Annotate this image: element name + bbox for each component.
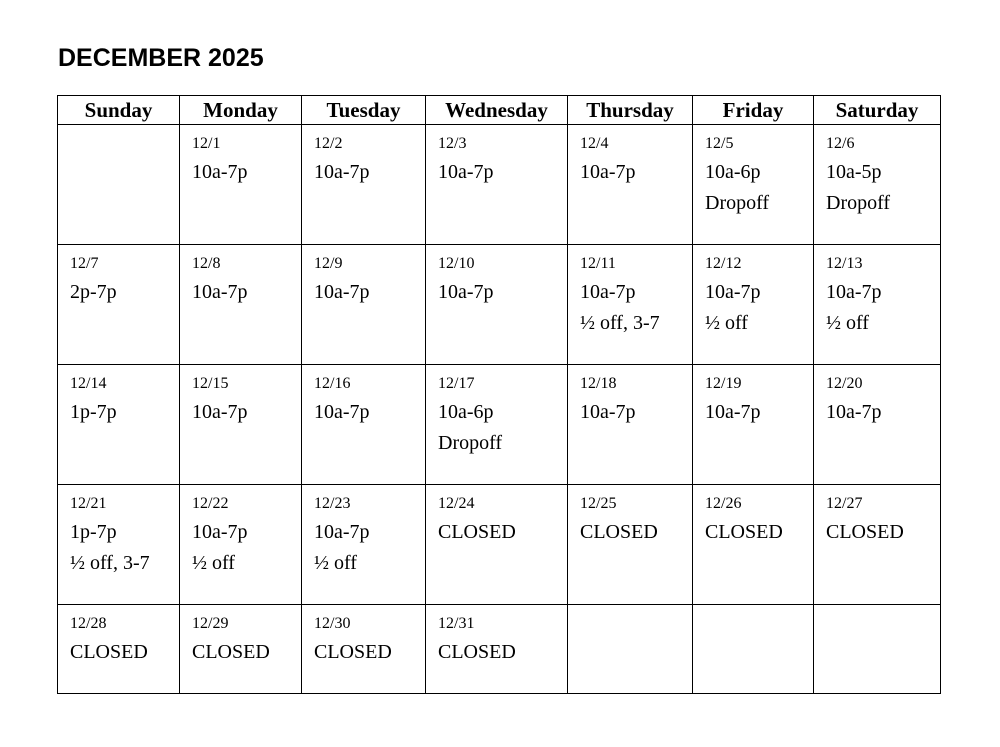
day-hours: CLOSED: [192, 641, 270, 663]
day-date: 12/26: [705, 495, 742, 512]
day-date: 12/31: [438, 615, 475, 632]
day-hours: 10a-7p: [580, 161, 636, 183]
day-cell: [426, 605, 568, 694]
week-row: [58, 245, 941, 365]
day-hours: 10a-7p: [192, 281, 248, 303]
weekday-header: Wednesday: [426, 96, 568, 125]
day-cell: [302, 245, 426, 365]
day-cell: [426, 125, 568, 245]
day-cell: [814, 485, 941, 605]
day-date: 12/28: [70, 615, 107, 632]
day-cell: [58, 605, 180, 694]
day-cell: [180, 485, 302, 605]
day-date: [580, 615, 692, 633]
day-hours: 10a-7p: [314, 521, 370, 543]
day-hours: 10a-7p: [580, 401, 636, 423]
week-row: [58, 125, 941, 245]
day-date: 12/14: [70, 375, 107, 392]
day-cell: [58, 365, 180, 485]
day-date: 12/23: [314, 495, 351, 512]
day-cell: [693, 245, 814, 365]
day-date: 12/18: [580, 375, 617, 392]
weekday-header: Thursday: [568, 96, 693, 125]
day-date: 12/4: [580, 135, 609, 152]
day-date: 12/22: [192, 495, 229, 512]
day-note: ½ off, 3-7: [580, 312, 660, 334]
day-hours: 10a-5p: [826, 161, 882, 183]
day-cell: [180, 365, 302, 485]
day-date: 12/8: [192, 255, 221, 272]
weekday-header: Monday: [180, 96, 302, 125]
day-hours: CLOSED: [705, 521, 783, 543]
day-cell: [814, 365, 941, 485]
day-cell: [568, 605, 693, 694]
day-cell: [180, 605, 302, 694]
day-cell: [58, 245, 180, 365]
day-cell: [693, 125, 814, 245]
day-date: 12/10: [438, 255, 475, 272]
day-hours: 10a-7p: [314, 401, 370, 423]
day-date: 12/24: [438, 495, 475, 512]
day-date: 12/7: [70, 255, 99, 272]
day-note: ½ off: [705, 312, 748, 334]
day-date: 12/27: [826, 495, 863, 512]
day-cell: [814, 245, 941, 365]
day-hours: CLOSED: [438, 521, 516, 543]
day-hours: 10a-7p: [192, 521, 248, 543]
day-note: ½ off: [826, 312, 869, 334]
day-date: 12/5: [705, 135, 734, 152]
day-date: 12/19: [705, 375, 742, 392]
day-hours: 10a-7p: [314, 161, 370, 183]
calendar-table: [57, 95, 941, 694]
day-date: 12/11: [580, 255, 616, 272]
week-row: [58, 605, 941, 694]
day-cell: [180, 245, 302, 365]
day-date: 12/17: [438, 375, 475, 392]
weekday-header: Friday: [693, 96, 814, 125]
day-hours: 10a-7p: [826, 401, 882, 423]
day-date: 12/1: [192, 135, 221, 152]
day-cell: [814, 125, 941, 245]
day-hours: 10a-7p: [580, 281, 636, 303]
day-note: ½ off, 3-7: [70, 552, 150, 574]
day-note: Dropoff: [438, 432, 503, 454]
day-hours: CLOSED: [70, 641, 148, 663]
day-cell: [58, 485, 180, 605]
day-date: 12/6: [826, 135, 855, 152]
day-hours: 10a-6p: [438, 401, 494, 423]
day-hours: 10a-6p: [705, 161, 761, 183]
day-hours: 10a-7p: [314, 281, 370, 303]
day-date: 12/16: [314, 375, 351, 392]
day-note: Dropoff: [826, 192, 891, 214]
week-row: [58, 485, 941, 605]
day-date: 12/13: [826, 255, 863, 272]
weekday-header-row: [58, 96, 941, 125]
day-date: 12/9: [314, 255, 343, 272]
day-hours: 10a-7p: [705, 401, 761, 423]
day-date: [826, 615, 940, 633]
calendar-body: [58, 125, 941, 694]
day-hours: CLOSED: [580, 521, 658, 543]
day-hours: CLOSED: [438, 641, 516, 663]
day-cell: [693, 605, 814, 694]
day-date: 12/12: [705, 255, 742, 272]
day-date: 12/29: [192, 615, 229, 632]
day-hours: 1p-7p: [70, 521, 117, 543]
day-cell: [568, 365, 693, 485]
day-cell: [568, 485, 693, 605]
day-hours: 2p-7p: [70, 281, 117, 303]
weekday-header: Sunday: [58, 96, 180, 125]
day-cell: [426, 365, 568, 485]
weekday-header: Saturday: [814, 96, 941, 125]
day-date: 12/3: [438, 135, 467, 152]
weekday-header: Tuesday: [302, 96, 426, 125]
day-hours: 10a-7p: [826, 281, 882, 303]
day-cell: [302, 365, 426, 485]
day-cell: [568, 245, 693, 365]
day-hours: 10a-7p: [705, 281, 761, 303]
day-note: ½ off: [192, 552, 235, 574]
day-cell: [302, 125, 426, 245]
day-date: 12/15: [192, 375, 229, 392]
day-cell: [814, 605, 941, 694]
day-date: 12/2: [314, 135, 343, 152]
day-date: [70, 135, 179, 153]
day-cell: [426, 485, 568, 605]
day-hours: CLOSED: [314, 641, 392, 663]
day-cell: [58, 125, 180, 245]
day-cell: [693, 365, 814, 485]
day-date: 12/20: [826, 375, 863, 392]
day-hours: CLOSED: [826, 521, 904, 543]
day-hours: 10a-7p: [438, 161, 494, 183]
day-date: 12/21: [70, 495, 107, 512]
day-cell: [426, 245, 568, 365]
day-cell: [180, 125, 302, 245]
day-cell: [693, 485, 814, 605]
day-cell: [302, 485, 426, 605]
day-hours: 10a-7p: [192, 401, 248, 423]
day-date: [705, 615, 813, 633]
day-date: 12/25: [580, 495, 617, 512]
day-note: ½ off: [314, 552, 357, 574]
day-cell: [568, 125, 693, 245]
day-hours: 10a-7p: [438, 281, 494, 303]
calendar-title: DECEMBER 2025: [58, 44, 264, 72]
day-hours: 10a-7p: [192, 161, 248, 183]
week-row: [58, 365, 941, 485]
day-hours: 1p-7p: [70, 401, 117, 423]
day-date: 12/30: [314, 615, 351, 632]
day-cell: [302, 605, 426, 694]
day-note: Dropoff: [705, 192, 770, 214]
